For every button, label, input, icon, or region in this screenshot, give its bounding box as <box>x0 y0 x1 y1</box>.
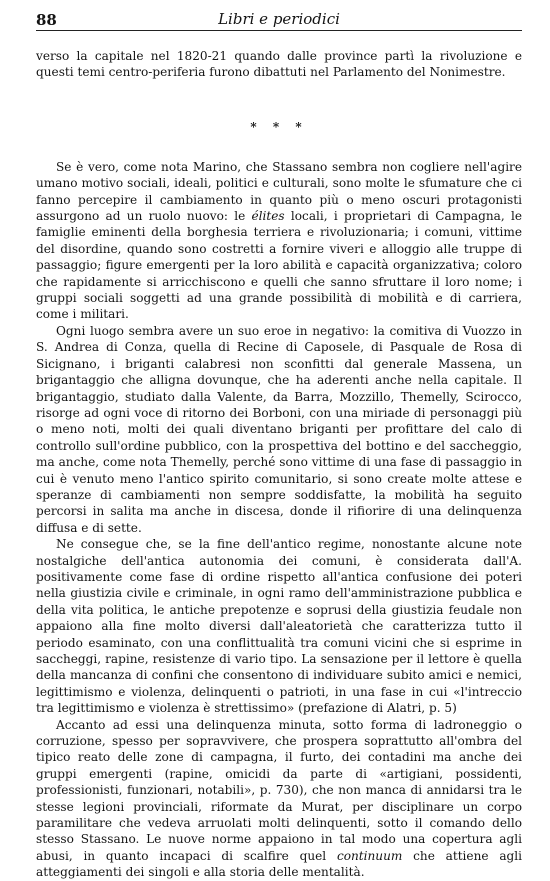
page-header <box>36 8 522 31</box>
page-number: 88 <box>36 11 57 29</box>
paragraph-antico-regime: Ne consegue che, se la fine dell'antico regime, nonostante alcune note nostalgiche dell'antica autonomia dei comuni, è considerata dall'A. positivamente come fase di ordine rispetto all'antica confusione dei poteri nella giustizia civile e criminale, in ogni ramo dell'amministrazione pubblica e della vita politica, le antiche prepotenze e soprusi della giustizia feudale non appaiono alla fine molto diversi dall'aleatorietà che caratterizza tutto il periodo esaminato, con una conflittualità tra comuni vicini che si esprime in saccheggi, rapine, resistenze di vario tipo. La sensazione per il lettore è quella della mancanza di confini che consentono di individuare subito amici e nemici, legittimismo e violenza, delinquenti o patrioti, in una fase in cui «l'intreccio tra legittimismo e violenza è strettissimo» (prefazione di Alatri, p. 5) <box>36 537 522 716</box>
italic-term: continuum <box>336 848 403 863</box>
paragraph-delinquenza-minuta: Accanto ad essi una delinquenza minuta, sotto forma di ladroneggio o corruzione, spesso per sopravvivere, che prospera soprattutto all'ombra del tipico reato delle zone di campagna, il furto, dei contadini ma anche dei gruppi emergenti (rapine, omicidi da parte di «artigiani, possidenti, professionisti, funzionari, notabili», p. 730), che non manca di annidarsi tra le stesse legioni provinciali, riformate da Murat, per disciplinare un corpo paramilitare che vedeva arruolati molti delinquenti, sotto il comando dello stesso Stassano. Le nuove norme appaiono in tal modo una copertura agli abusi, in quanto incapaci di scalfire quel continuum che attiene agli atteggiamenti dei singoli e alla storia delle mentalità. <box>36 717 523 880</box>
paragraph-stassano-agire: Se è vero, come nota Marino, che Stassano sembra non cogliere nell'agire umano motivo sociali, ideali, politici e culturali, sono molte le sfumature che ci fanno percepire il cambiamento in quanto più o meno oscuri protagonisti assurgono ad un ruolo nuovo: le élites locali, i proprietari di Campagna, le famiglie eminenti della borghesia terriera e rivoluzionaria; i comuni, vittime del disordine, quando sono costretti a fornire viveri e alloggio alle truppe di passaggio; figure emergenti per la loro abilità e capacità organizzativa; coloro che rapidamente si arricchiscono e quelli che sanno sfruttare il loro nome; i gruppi sociali soggetti ad una grande possibilità di mobilità e di carriera, come i militari. <box>36 159 522 322</box>
paragraph-brigantaggio: Ogni luogo sembra avere un suo eroe in negativo: la comitiva di Vuozzo in S. Andrea di Conza, quella di Recine di Caposele, di Pasquale de Rosa di Sicignano, i briganti calabresi non sconfitti dal generale Massena, un brigantaggio che alligna dovunque, che ha aderenti anche nella capitale. Il brigantaggio, studiato dalla Valente, da Barra, Mozzillo, Themelly, Scirocco, risorge ad ogni voce di ritorno dei Borboni, con una miriade di personaggi più o meno noti, molti dei quali diventano briganti per profittare del calo di controllo sull'ordine pubblico, con la prospettiva del bottino e del saccheggio, ma anche, come nota Themelly, perché sono vittime di una fase di passaggio in cui è venuto meno l'antico spirito comunitario, si sono create molte attese e speranze di cambiamenti non sempre soddisfatte, la mobilità ha seguito percorsi in salita ma anche in discesa, donde il rifiorire di una delinquenza diffusa e di sette. <box>36 323 522 535</box>
running-title: Libri e periodici <box>218 10 340 28</box>
section-separator: * * * <box>250 119 308 134</box>
book-page <box>36 8 522 881</box>
body-text <box>36 48 522 881</box>
paragraph-continuation: verso la capitale nel 1820-21 quando dalle province partì la rivoluzione e questi temi centro-periferia furono dibattuti nel Parlamento del Nonimestre. <box>36 49 522 80</box>
italic-term: élites <box>251 209 285 224</box>
